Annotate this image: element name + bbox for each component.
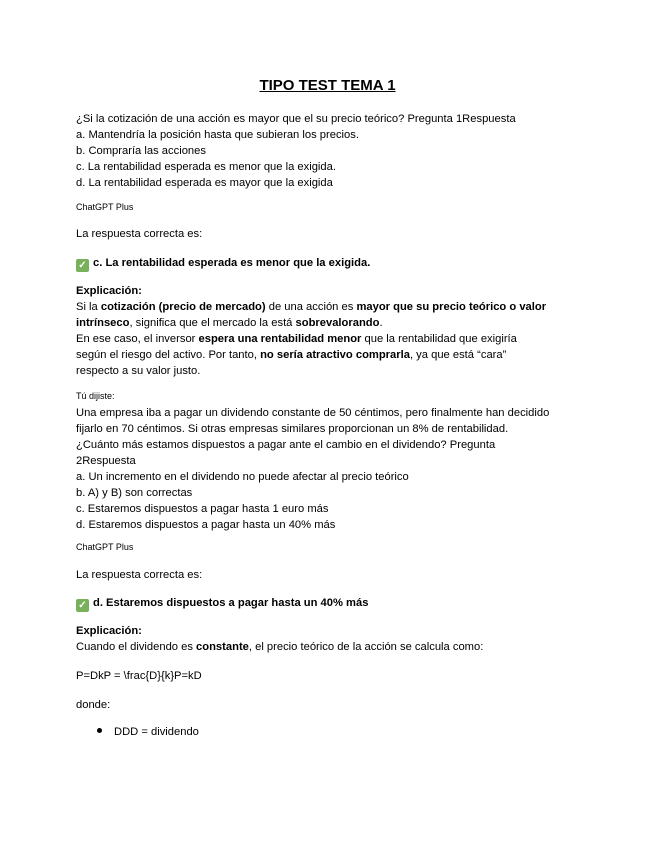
explanation-1-line-4: según el riesgo del activo. Por tanto, no sería atractivo comprarla, ya que está “cara” (76, 349, 507, 361)
answer-intro-2: La respuesta correcta es: (76, 569, 203, 581)
question-2-line-3: ¿Cuánto más estamos dispuestos a pagar ante el cambio en el dividendo? Pregunta (76, 439, 496, 451)
correct-answer-1-text: c. La rentabilidad esperada es menor que la exigida. (93, 257, 371, 269)
explanation-2 (76, 623, 581, 655)
chatgpt-label-2: ChatGPT Plus (76, 542, 134, 552)
question-1-option-d: d. La rentabilidad esperada es mayor que la exigida (76, 177, 333, 189)
question-1-option-b: b. Compraría las acciones (76, 145, 206, 157)
check-icon: ✓ (76, 259, 89, 272)
user-label: Tú dijiste: (76, 391, 115, 401)
question-2-line-1: Una empresa iba a pagar un dividendo constante de 50 céntimos, pero finalmente han decidido (76, 407, 550, 419)
formula: P=DkP = \frac{D}{k}P=kD (76, 670, 202, 682)
explanation-1-line-5: respecto a su valor justo. (76, 365, 201, 377)
question-2-option-c: c. Estaremos dispuestos a pagar hasta 1 euro más (76, 503, 329, 515)
question-1 (76, 111, 581, 191)
question-2-option-b: b. A) y B) son correctas (76, 487, 193, 499)
donde-label: donde: (76, 699, 111, 711)
correct-answer-2 (76, 595, 581, 612)
correct-answer-1 (76, 255, 581, 272)
question-2-line-4: 2Respuesta (76, 455, 136, 467)
correct-answer-2-text: d. Estaremos dispuestos a pagar hasta un 40% más (93, 597, 369, 609)
explanation-2-line-1: Cuando el dividendo es constante, el precio teórico de la acción se calcula como: (76, 641, 484, 653)
explanation-2-heading: Explicación: (76, 625, 142, 637)
explanation-1-line-1: Si la cotización (precio de mercado) de una acción es mayor que su precio teórico o valor (76, 301, 547, 313)
question-1-text: ¿Si la cotización de una acción es mayor que el su precio teórico? Pregunta 1Respuesta (76, 113, 516, 125)
document-title: TIPO TEST TEMA 1 (259, 77, 396, 94)
question-2-line-2: fijarlo en 70 céntimos. Si otras empresas similares proporcionan un 8% de rentabilidad. (76, 423, 509, 435)
bullet-item (97, 724, 199, 740)
question-1-option-a: a. Mantendría la posición hasta que subieran los precios. (76, 129, 359, 141)
question-1-option-c: c. La rentabilidad esperada es menor que la exigida. (76, 161, 336, 173)
chatgpt-label-1: ChatGPT Plus (76, 202, 134, 212)
explanation-1-heading: Explicación: (76, 285, 142, 297)
question-2-option-a: a. Un incremento en el dividendo no puede afectar al precio teórico (76, 471, 409, 483)
bullet-text: DDD = dividendo (114, 726, 199, 738)
explanation-1 (76, 283, 581, 379)
answer-intro-1: La respuesta correcta es: (76, 228, 203, 240)
question-2-option-d: d. Estaremos dispuestos a pagar hasta un 40% más (76, 519, 336, 531)
question-2 (76, 405, 581, 533)
explanation-1-line-3: En ese caso, el inversor espera una rentabilidad menor que la rentabilidad que exigiría (76, 333, 517, 345)
explanation-1-line-2: intrínseco, significa que el mercado la está sobrevalorando. (76, 317, 383, 329)
check-icon: ✓ (76, 599, 89, 612)
bullet-dot-icon (97, 728, 102, 733)
